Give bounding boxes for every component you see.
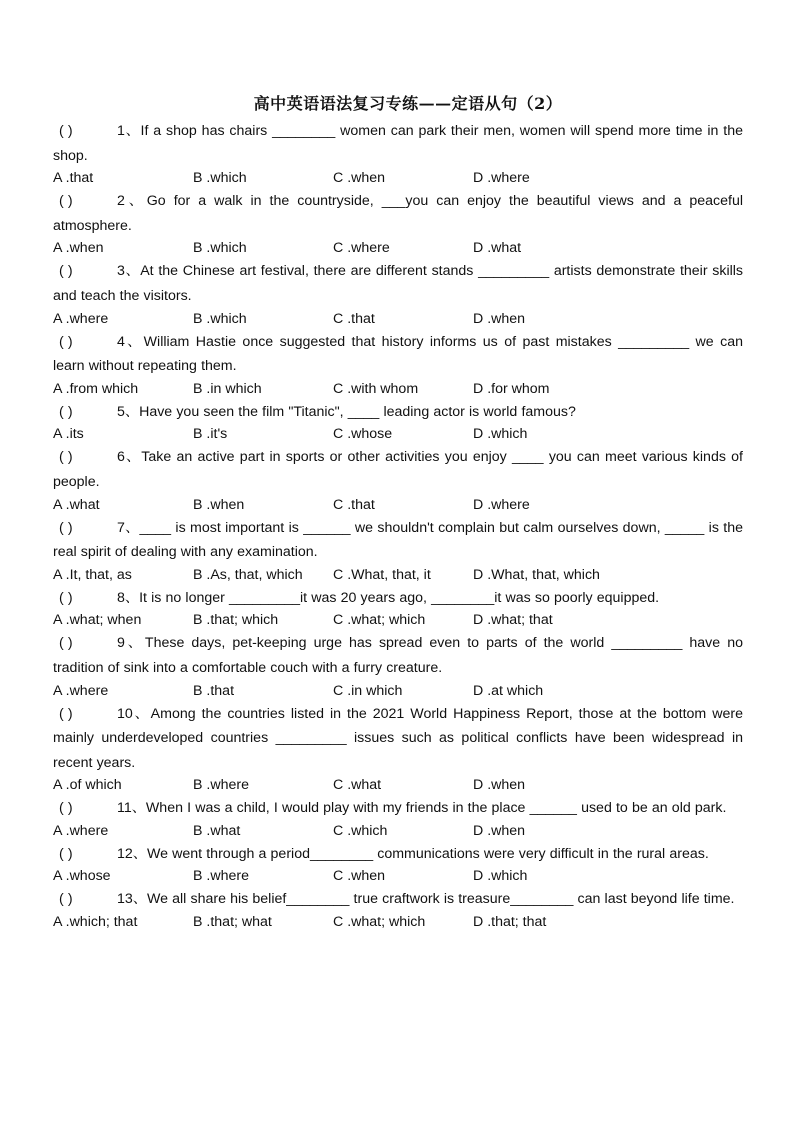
question-text: 9、These days, pet-keeping urge has spread even to parts of the world _________ have no tradition of sink into a comfortable couch with a furry creature.	[53, 635, 743, 676]
answer-bracket: ( )	[59, 800, 73, 817]
answer-option: C .when	[333, 868, 386, 885]
answer-option: B .it's	[193, 426, 228, 443]
question-stem	[53, 796, 743, 821]
answer-option: C .what	[333, 777, 382, 794]
question-stem	[53, 189, 743, 238]
question-item	[53, 631, 743, 700]
question-text: 7、____ is most important is ______ we shouldn't complain but calm ourselves down, _____ is the real spirit of dealing with any examination.	[53, 519, 743, 561]
answer-option: B .that	[193, 682, 235, 699]
option-row	[53, 681, 743, 701]
answer-bracket: ( )	[59, 333, 73, 350]
option-row	[53, 424, 743, 444]
answer-option: B .which	[193, 170, 247, 187]
answer-option: C .that	[333, 310, 375, 327]
answer-option: B .in which	[193, 380, 262, 397]
question-stem	[53, 400, 743, 425]
option-row	[53, 866, 743, 886]
answer-option: D .when	[473, 310, 526, 327]
answer-bracket: ( )	[59, 705, 73, 722]
answer-bracket: ( )	[59, 193, 73, 210]
answer-option: C .when	[333, 170, 386, 187]
question-text: 4、William Hastie once suggested that history informs us of past mistakes _________ we can learn without repeating them.	[53, 333, 743, 375]
answer-bracket: ( )	[59, 449, 73, 466]
option-row	[53, 168, 743, 188]
question-stem	[53, 516, 743, 565]
question-stem	[53, 887, 743, 912]
answer-bracket: ( )	[59, 891, 73, 908]
answer-option: D .when	[473, 822, 526, 839]
answer-option: C .what; which	[333, 914, 426, 931]
answer-option: D .what	[473, 240, 522, 257]
answer-option: B .that; which	[193, 612, 279, 629]
question-stem	[53, 259, 743, 308]
question-stem	[53, 631, 743, 680]
option-row	[53, 912, 743, 932]
answer-option: A .what	[53, 496, 100, 513]
question-item	[53, 796, 743, 841]
answer-option: C .where	[333, 240, 390, 257]
answer-option: C .what; which	[333, 612, 426, 629]
answer-option: B .which	[193, 240, 247, 257]
answer-option: A .of which	[53, 777, 122, 794]
option-row	[53, 238, 743, 258]
answer-option: A .from which	[53, 380, 139, 397]
answer-bracket: ( )	[59, 635, 73, 652]
option-row	[53, 379, 743, 399]
option-row	[53, 610, 743, 630]
question-text: 11、When I was a child, I would play with my friends in the place ______ used to be an old park.	[117, 800, 727, 817]
answer-option: B .which	[193, 310, 247, 327]
question-stem	[53, 586, 743, 611]
answer-option: D .that; that	[473, 914, 547, 931]
question-item	[53, 259, 743, 328]
option-row	[53, 775, 743, 795]
option-row	[53, 821, 743, 841]
option-row	[53, 565, 743, 585]
question-item	[53, 842, 743, 887]
question-item	[53, 445, 743, 514]
answer-bracket: ( )	[59, 263, 73, 280]
answer-option: A .that	[53, 170, 94, 187]
answer-option: A .where	[53, 822, 109, 839]
question-stem	[53, 842, 743, 867]
answer-option: A .its	[53, 426, 84, 443]
answer-option: B .where	[193, 777, 249, 794]
answer-bracket: ( )	[59, 845, 73, 862]
worksheet-page	[53, 94, 743, 933]
question-item	[53, 330, 743, 399]
answer-option: A .when	[53, 240, 104, 257]
answer-option: B .that; what	[193, 914, 272, 931]
answer-option: D .which	[473, 426, 528, 443]
answer-option: A .It, that, as	[53, 566, 132, 583]
answer-option: A .what; when	[53, 612, 142, 629]
option-row	[53, 495, 743, 515]
answer-option: B .where	[193, 868, 249, 885]
answer-option: D .where	[473, 170, 530, 187]
question-item	[53, 586, 743, 631]
question-item	[53, 516, 743, 585]
answer-option: D .for whom	[473, 380, 550, 397]
question-text: 3、At the Chinese art festival, there are different stands _________ artists demonstrate their skills and teach the visitors.	[53, 263, 743, 304]
question-item	[53, 119, 743, 188]
question-text: 13、We all share his belief________ true craftwork is treasure________ can last beyond life time.	[117, 891, 735, 908]
question-text: 5、Have you seen the film "Titanic", ____ leading actor is world famous?	[117, 403, 576, 420]
question-stem	[53, 702, 743, 776]
answer-bracket: ( )	[59, 519, 73, 536]
answer-bracket: ( )	[59, 589, 73, 606]
question-stem	[53, 330, 743, 379]
answer-option: D .what; that	[473, 612, 553, 629]
question-text: 10、Among the countries listed in the 2021 World Happiness Report, those at the bottom were mainly underdeveloped countries _________ issues such as political conflicts have been widespread in recent years.	[53, 705, 743, 771]
answer-option: D .which	[473, 868, 528, 885]
question-text: 8、It is no longer _________it was 20 years ago, ________it was so poorly equipped.	[117, 589, 660, 606]
answer-option: B .As, that, which	[193, 566, 303, 583]
answer-option: D .when	[473, 777, 526, 794]
answer-option: A .whose	[53, 868, 111, 885]
answer-option: A .where	[53, 310, 109, 327]
question-stem	[53, 119, 743, 168]
question-text: 2、Go for a walk in the countryside, ___you can enjoy the beautiful views and a peaceful atmosphere.	[53, 193, 743, 234]
question-text: 12、We went through a period________ communications were very difficult in the rural areas.	[117, 845, 709, 862]
answer-option: D .at which	[473, 682, 544, 699]
option-row	[53, 309, 743, 329]
answer-option: D .What, that, which	[473, 566, 600, 583]
answer-bracket: ( )	[59, 403, 73, 420]
answer-option: A .where	[53, 682, 109, 699]
question-item	[53, 702, 743, 796]
question-item	[53, 887, 743, 932]
question-stem	[53, 445, 743, 494]
answer-option: C .with whom	[333, 380, 419, 397]
answer-option: C .that	[333, 496, 375, 513]
question-text: 6、Take an active part in sports or other activities you enjoy ____ you can meet various kinds of people.	[53, 449, 743, 490]
answer-option: C .What, that, it	[333, 566, 431, 583]
answer-option: A .which; that	[53, 914, 138, 931]
question-item	[53, 400, 743, 445]
answer-option: C .in which	[333, 682, 403, 699]
question-list	[53, 119, 743, 932]
question-text: 1、If a shop has chairs ________ women can park their men, women will spend more time in the shop.	[53, 123, 743, 164]
page-title: 高中英语语法复习专练——定语从句（2）	[253, 94, 563, 113]
answer-option: B .what	[193, 822, 241, 839]
answer-option: B .when	[193, 496, 245, 513]
answer-option: C .whose	[333, 426, 393, 443]
answer-bracket: ( )	[59, 123, 73, 139]
answer-option: D .where	[473, 496, 530, 513]
answer-option: C .which	[333, 822, 388, 839]
question-item	[53, 189, 743, 258]
